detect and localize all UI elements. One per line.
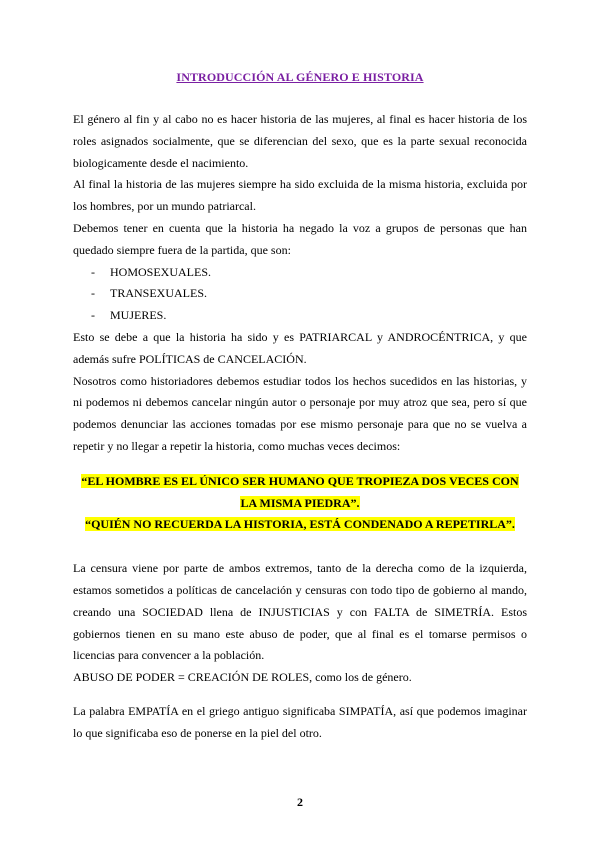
paragraph-grupos: Debemos tener en cuenta que la historia ha negado la voz a grupos de personas que han quedado siempre fuera de la partida, que son: [73, 220, 527, 257]
paragraph-abuso-poder: ABUSO DE PODER = CREACIÓN DE ROLES, como los de género. [73, 670, 412, 685]
paragraph-genero: El género al fin y al cabo no es hacer historia de las mujeres, al final es hacer historia de los roles asignados socialmente, que se diferencian del sexo, que es la parte sexual reconocida biologicamente desde el nacimiento. [73, 112, 527, 170]
quote-line [73, 493, 527, 515]
document-title: INTRODUCCIÓN AL GÉNERO E HISTORIA [176, 70, 424, 84]
quotes-block [73, 471, 527, 536]
paragraph-patriarcal: Esto se debe a que la historia ha sido y es PATRIARCAL y ANDROCÉNTRICA, y que además sufre POLÍTICAS de CANCELACIÓN. [73, 329, 527, 366]
page-number: 2 [297, 795, 303, 809]
paragraph-empatia: La palabra EMPATÍA en el griego antiguo significaba SIMPATÍA, así que podemos imaginar lo que significaba eso de ponerse en la piel del otro. [73, 703, 527, 740]
paragraph-censura: La censura viene por parte de ambos extremos, tanto de la derecha como de la izquierda, estamos sometidos a políticas de cancelación y censuras con todo tipo de gobierno al mando, creando una SOCIEDAD llena de INJUSTICIAS y con FALTA de SIMETRÍA. Estos gobiernos tienen en su mano este abuso de poder, que al final es el tomarse permisos o licencias para convencer a la población. [73, 561, 527, 663]
document-page [73, 70, 527, 745]
highlighted-quote: “QUIÉN NO RECUERDA LA HISTORIA, ESTÁ CONDENADO A REPETIRLA”. [85, 517, 515, 532]
quote-line [73, 514, 527, 536]
quote-line [73, 471, 527, 493]
list-item: - MUJERES. [73, 305, 527, 327]
paragraph-exclusion: Al final la historia de las mujeres siempre ha sido excluida de la misma historia, excluida por los hombres, por un mundo patriarcal. [73, 177, 527, 214]
paragraph-historiadores: Nosotros como historiadores debemos estudiar todos los hechos sucedidos en las historias, y ni podemos ni debemos cancelar ningún autor o personaje por muy atroz que sea, pero sí que podemos denunciar las acciones tomadas por ese mismo personaje para que no se vuelva a repetir y no llegar a repetir la historia, como muchas veces decimos: [73, 373, 527, 453]
highlighted-quote: LA MISMA PIEDRA”. [240, 495, 360, 510]
list-item: - HOMOSEXUALES. [73, 262, 527, 284]
groups-list [73, 262, 527, 327]
list-item: - TRANSEXUALES. [73, 283, 527, 305]
highlighted-quote: “EL HOMBRE ES EL ÚNICO SER HUMANO QUE TROPIEZA DOS VECES CON [81, 473, 519, 488]
